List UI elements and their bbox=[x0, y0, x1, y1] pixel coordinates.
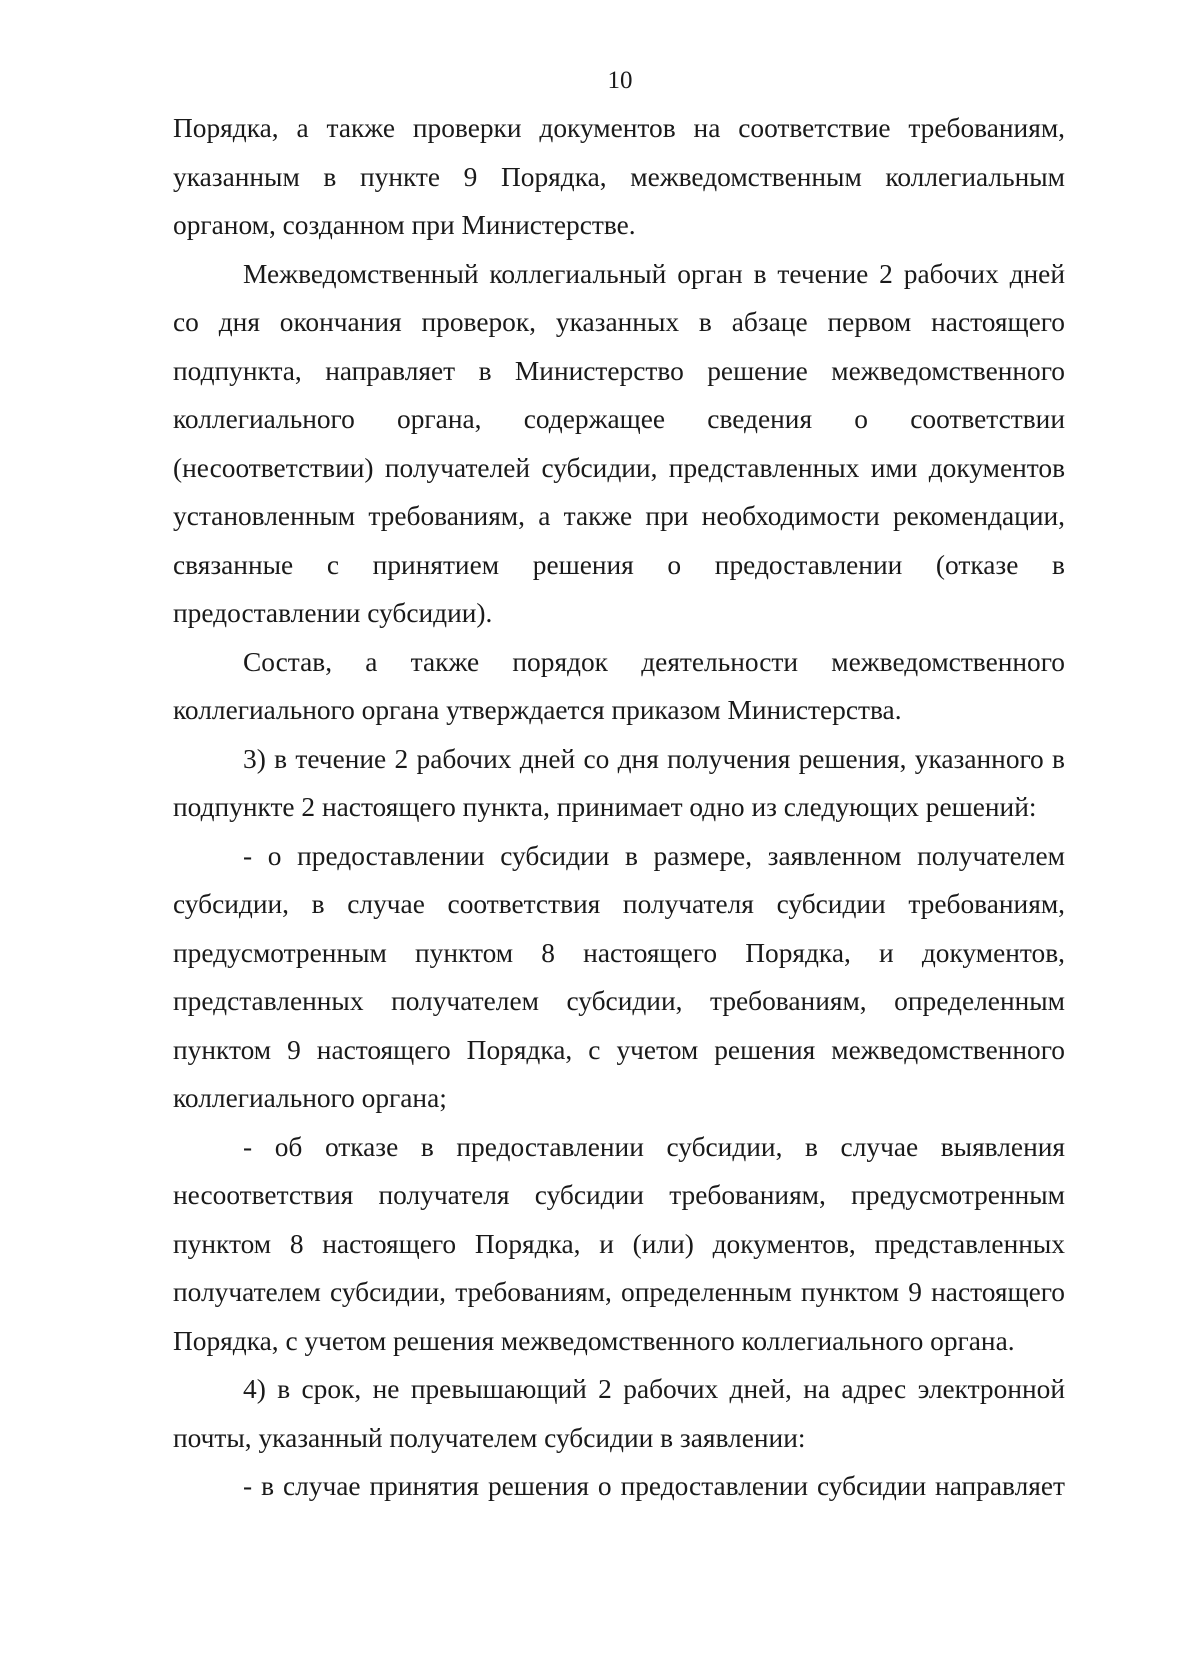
paragraph-commission-composition: Состав, а также порядок деятельности межведомственного коллегиального органа утверждается приказом Министерства. bbox=[173, 646, 1065, 725]
paragraph-grant-decision: - о предоставлении субсидии в размере, заявленном получателем субсидии, в случае соответствия получателя субсидии требованиям, предусмотренным пунктом 8 настоящего Порядка, и документов, представленных получателем субсидии, требованиям, определенным пунктом 9 настоящего Порядка, с учетом решения межведомственного коллегиального органа; bbox=[173, 840, 1065, 1113]
paragraph-item-4: 4) в срок, не превышающий 2 рабочих дней, на адрес электронной почты, указанный получателем субсидии в заявлении: bbox=[173, 1374, 1065, 1453]
paragraph-item-3: 3) в течение 2 рабочих дней со дня получения решения, указанного в подпункте 2 настоящего пункта, принимает одно из следующих решений: bbox=[173, 743, 1065, 822]
page-number: 10 bbox=[607, 67, 633, 94]
document-body bbox=[173, 104, 1065, 1511]
paragraph-commission-decision: Межведомственный коллегиальный орган в течение 2 рабочих дней со дня окончания проверок, указанных в абзаце первом настоящего подпункта, направляет в Министерство решение межведомственного коллегиального органа, содержащее сведения о соответствии (несоответствии) получателей субсидии, представленных ими документов установленным требованиям, а также при необходимости рекомендации, связанные с принятием решения о предоставлении (отказе в предоставлении субсидии). bbox=[173, 258, 1065, 628]
paragraph-continuation: Порядка, а также проверки документов на соответствие требованиям, указанным в пункте 9 Порядка, межведомственным коллегиальным органом, созданном при Министерстве. bbox=[173, 113, 1065, 240]
paragraph-notification: - в случае принятия решения о предоставлении субсидии направляет bbox=[243, 1471, 1065, 1501]
paragraph-refusal-decision: - об отказе в предоставлении субсидии, в случае выявления несоответствия получателя субсидии требованиям, предусмотренным пунктом 8 настоящего Порядка, и (или) документов, представленных получателем субсидии, требованиям, определенным пунктом 9 настоящего Порядка, с учетом решения межведомственного коллегиального органа. bbox=[173, 1131, 1065, 1356]
